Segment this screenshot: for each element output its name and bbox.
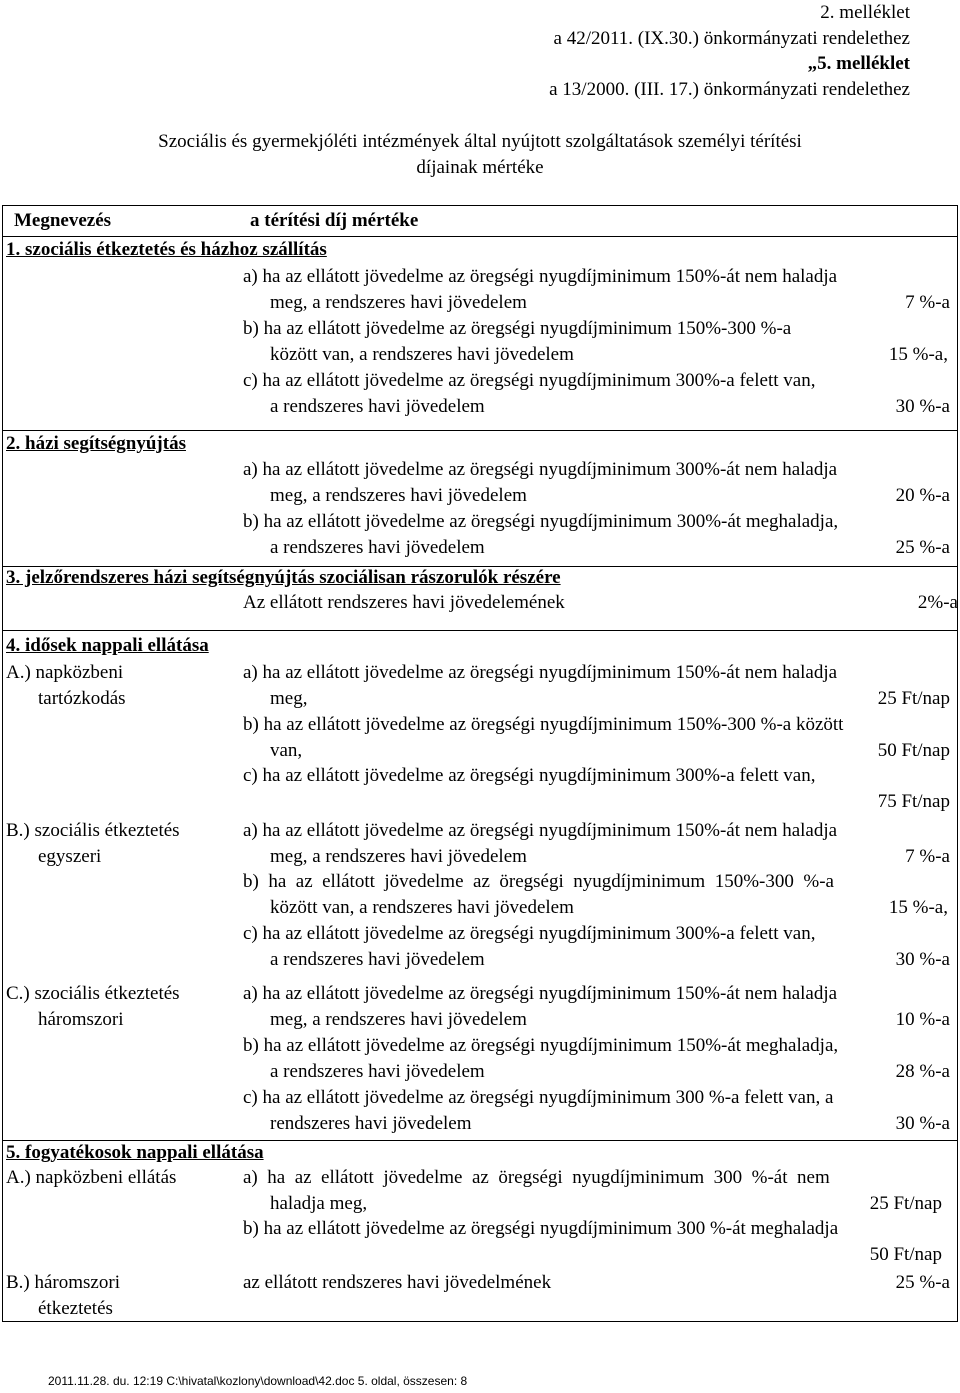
section-heading: 2. házi segítségnyújtás [6,433,186,454]
column-header-name: Megnevezés [14,210,112,231]
fee-condition: c) ha az ellátott jövedelme az öregségi nyugdíjminimum 300%-a felett van, [243,370,816,391]
fee-condition: c) ha az ellátott jövedelme az öregségi nyugdíjminimum 300 %-a felett van, a [243,1087,834,1108]
fee-value: 20 %-a [895,485,950,506]
fee-value: 50 Ft/nap [877,740,950,761]
fee-value: 30 %-a [895,1113,950,1134]
annex-original-number: „5. melléklet [807,53,910,74]
section-heading: 3. jelzőrendszeres házi segítségnyújtás szociálisan rászorulók részére [6,567,561,588]
fee-condition: között van, a rendszeres havi jövedelem [270,897,574,918]
row-divider [2,630,958,631]
annex-number: 2. melléklet [820,2,910,23]
column-header-fee: a térítési díj mértéke [250,210,419,231]
fee-condition: a) ha az ellátott jövedelme az öregségi nyugdíjminimum 300 %-át nem [243,1167,830,1188]
fee-value: 2%-a [917,592,958,613]
fee-value: 30 %-a [895,949,950,970]
subsection-label: A.) napközbeni ellátás [6,1167,177,1188]
fee-value: 7 %-a [905,292,950,313]
fee-value: 28 %-a [895,1061,950,1082]
fee-value: 25 Ft/nap [869,1193,942,1214]
section-heading: 5. fogyatékosok nappali ellátása [6,1142,264,1163]
decree-reference: a 42/2011. (IX.30.) önkormányzati rendelethez [553,28,910,49]
section-heading: 4. idősek nappali ellátása [6,635,209,656]
subsection-label: háromszori [38,1009,124,1030]
subsection-label: tartózkodás [38,688,126,709]
page-title-line2: díjainak mértéke [416,157,544,178]
fee-condition: b) ha az ellátott jövedelme az öregségi nyugdíjminimum 150%-300 %-a között [243,714,844,735]
fee-condition: van, [270,740,303,761]
fee-value: 25 Ft/nap [877,688,950,709]
fee-condition: b) ha az ellátott jövedelme az öregségi nyugdíjminimum 300%-át meghaladja, [243,511,839,532]
fee-value: 30 %-a [895,396,950,417]
fee-condition: haladja meg, [270,1193,368,1214]
fee-condition: a) ha az ellátott jövedelme az öregségi nyugdíjminimum 300%-át nem haladja [243,459,838,480]
fee-condition: b) ha az ellátott jövedelme az öregségi nyugdíjminimum 150%-300 %-a [243,318,792,339]
subsection-label: B.) háromszori [6,1272,120,1293]
fee-condition: a rendszeres havi jövedelem [270,949,485,970]
subsection-label: A.) napközbeni [6,662,124,683]
section-heading: 1. szociális étkeztetés és házhoz szállítás [6,239,327,260]
subsection-label: étkeztetés [38,1298,113,1319]
subsection-label: C.) szociális étkeztetés [6,983,180,1004]
fee-condition: rendszeres havi jövedelem [270,1113,472,1134]
fee-condition: az ellátott rendszeres havi jövedelmének [243,1272,552,1293]
fee-value: 10 %-a [895,1009,950,1030]
fee-value: 15 %-a, [888,344,948,365]
fee-condition: meg, a rendszeres havi jövedelem [270,846,527,867]
document-footer: 2011.11.28. du. 12:19 C:\hivatal\kozlony\download\42.doc 5. oldal, összesen: 8 [48,1374,468,1388]
fee-condition: b) ha az ellátott jövedelme az öregségi nyugdíjminimum 300 %-át meghaladja [243,1218,839,1239]
fee-condition: a rendszeres havi jövedelem [270,1061,485,1082]
fee-condition: a rendszeres havi jövedelem [270,396,485,417]
fee-condition: c) ha az ellátott jövedelme az öregségi nyugdíjminimum 300%-a felett van, [243,765,816,786]
fee-value: 7 %-a [905,846,950,867]
fee-condition: között van, a rendszeres havi jövedelem [270,344,574,365]
fee-condition: a rendszeres havi jövedelem [270,537,485,558]
original-decree-reference: a 13/2000. (III. 17.) önkormányzati rendelethez [549,79,910,100]
page-title: Szociális és gyermekjóléti intézmények által nyújtott szolgáltatások személyi térítési [158,131,802,152]
subsection-label: egyszeri [38,846,102,867]
fee-value: 25 %-a [895,537,950,558]
fee-condition: a) ha az ellátott jövedelme az öregségi nyugdíjminimum 150%-át nem haladja [243,983,838,1004]
fee-condition: c) ha az ellátott jövedelme az öregségi nyugdíjminimum 300%-a felett van, [243,923,816,944]
fee-condition: a) ha az ellátott jövedelme az öregségi nyugdíjminimum 150%-át nem haladja [243,266,838,287]
fee-condition: Az ellátott rendszeres havi jövedelemének [243,592,565,613]
fee-value: 75 Ft/nap [877,791,950,812]
fee-value: 50 Ft/nap [869,1244,942,1265]
fee-value: 25 %-a [895,1272,950,1293]
fee-condition: meg, a rendszeres havi jövedelem [270,292,527,313]
fee-condition: a) ha az ellátott jövedelme az öregségi nyugdíjminimum 150%-át nem haladja [243,662,838,683]
fee-condition: meg, a rendszeres havi jövedelem [270,485,527,506]
fee-value: 15 %-a, [888,897,948,918]
fee-condition: b) ha az ellátott jövedelme az öregségi nyugdíjminimum 150%-át meghaladja, [243,1035,839,1056]
fee-condition: b) ha az ellátott jövedelme az öregségi nyugdíjminimum 150%-300 %-a [243,871,834,892]
fee-condition: meg, a rendszeres havi jövedelem [270,1009,527,1030]
subsection-label: B.) szociális étkeztetés [6,820,180,841]
fee-condition: meg, [270,688,308,709]
fee-condition: a) ha az ellátott jövedelme az öregségi nyugdíjminimum 150%-át nem haladja [243,820,838,841]
